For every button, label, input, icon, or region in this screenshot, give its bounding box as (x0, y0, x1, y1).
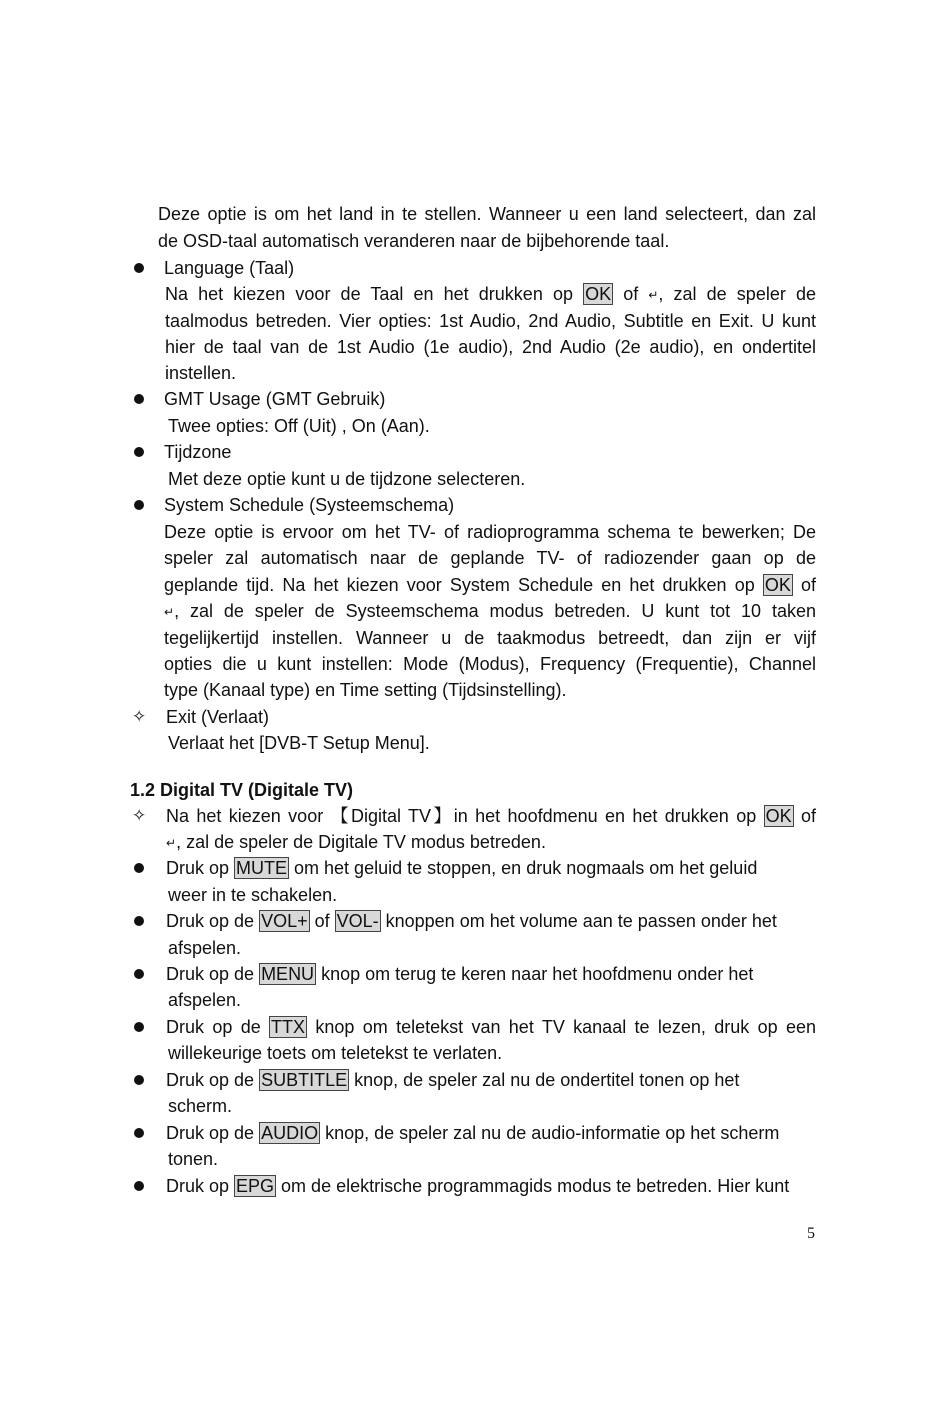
epg-text: Druk op (166, 1176, 235, 1196)
schedule-line-2: speler zal automatisch naar de geplande TV- of radiozender gaan op de (164, 548, 816, 568)
epg-line-1 (166, 1176, 789, 1196)
ok-key-label: OK (765, 806, 792, 826)
ttx-text: Druk op de (166, 1017, 270, 1037)
vol-plus-key-label: VOL+ (261, 911, 308, 931)
epg-key-label: EPG (236, 1176, 275, 1196)
menu-line-1 (166, 964, 753, 984)
audio-text: knop, de speler zal nu de audio-informatie op het scherm (320, 1123, 780, 1143)
bullet-dot (134, 916, 144, 926)
bullet-dot (134, 863, 144, 873)
ttx-line-2: willekeurige toets om teletekst te verlaten. (168, 1043, 503, 1063)
ok-key-label: OK (764, 575, 791, 595)
exit-line-1: Verlaat het [DVB-T Setup Menu]. (168, 733, 430, 753)
digital-tv-text: of (793, 806, 816, 826)
mute-text: Druk op (166, 858, 235, 878)
schedule-title: System Schedule (Systeemschema) (164, 495, 455, 515)
schedule-line-3 (164, 575, 816, 595)
bullet-dot (134, 447, 144, 457)
bullet-dot (134, 1075, 144, 1085)
bullet-dot (134, 1181, 144, 1191)
digital-tv-line-1 (166, 806, 816, 826)
gmt-title: GMT Usage (GMT Gebruik) (164, 389, 386, 409)
mute-line-1 (166, 858, 757, 878)
language-text: , zal de speler de (658, 284, 816, 304)
digital-tv-line-2 (166, 832, 546, 853)
ttx-text: knop om teletekst van het TV kanaal te lezen, druk op een (307, 1017, 816, 1037)
exit-title: Exit (Verlaat) (166, 707, 270, 727)
schedule-text: , zal de speler de Systeemschema modus betreden. U kunt tot 10 taken (174, 601, 816, 621)
audio-line-1 (166, 1123, 779, 1143)
bullet-dot (134, 394, 144, 404)
bullet-dot (134, 969, 144, 979)
bullet-dot (134, 1128, 144, 1138)
menu-text: knop om terug te keren naar het hoofdmenu onder het (316, 964, 754, 984)
mute-key-label: MUTE (236, 858, 288, 878)
audio-text: Druk op de (166, 1123, 260, 1143)
menu-line-2: afspelen. (168, 990, 242, 1010)
menu-text: Druk op de (166, 964, 260, 984)
subtitle-line-1 (166, 1070, 739, 1090)
timezone-line-1: Met deze optie kunt u de tijdzone selecteren. (168, 469, 526, 489)
schedule-text: geplande tijd. Na het kiezen voor System Schedule en het drukken op (164, 575, 763, 595)
star-bullet-icon: ✧ (132, 707, 147, 726)
schedule-line-1: Deze optie is ervoor om het TV- of radioprogramma schema te bewerken; De (164, 522, 816, 542)
schedule-text: of (792, 575, 816, 595)
subtitle-key-label: SUBTITLE (261, 1070, 348, 1090)
bullet-dot (134, 1022, 144, 1032)
audio-key-label: AUDIO (261, 1123, 319, 1143)
volume-text: knoppen om het volume aan te passen onder het (380, 911, 777, 931)
subtitle-text: knop, de speler zal nu de ondertitel tonen op het (349, 1070, 740, 1090)
volume-text: of (309, 911, 335, 931)
subtitle-text: Druk op de (166, 1070, 260, 1090)
mute-text: om het geluid te stoppen, en druk nogmaals om het geluid (289, 858, 758, 878)
star-bullet-icon: ✧ (132, 806, 147, 825)
vol-minus-key-label: VOL- (336, 911, 379, 931)
ok-key-label: OK (585, 284, 612, 304)
volume-line-1 (166, 911, 777, 931)
menu-key-label: MENU (261, 964, 315, 984)
schedule-line-6: opties die u kunt instellen: Mode (Modus), Frequency (Frequentie), Channel (164, 654, 816, 674)
enter-key-icon: ↵ (166, 836, 177, 851)
epg-text: om de elektrische programmagids modus te betreden. Hier kunt (276, 1176, 790, 1196)
ttx-line-1 (166, 1017, 816, 1037)
section-heading: 1.2 Digital TV (Digitale TV) (130, 780, 354, 800)
audio-line-2: tonen. (168, 1149, 219, 1169)
language-line-4: instellen. (165, 363, 237, 383)
language-line-1 (165, 284, 816, 305)
intro-line-2: de OSD-taal automatisch veranderen naar de bijbehorende taal. (158, 231, 670, 251)
intro-line-1: Deze optie is om het land in te stellen. Wanneer u een land selecteert, dan zal (158, 204, 816, 224)
mute-line-2: weer in te schakelen. (168, 885, 338, 905)
enter-key-icon: ↵ (164, 605, 175, 620)
page-number: 5 (807, 1225, 815, 1242)
language-text: of (613, 284, 649, 304)
timezone-title: Tijdzone (164, 442, 232, 462)
gmt-line-1: Twee opties: Off (Uit) , On (Aan). (168, 416, 430, 436)
ttx-key-label: TTX (271, 1017, 306, 1037)
language-line-3: hier de taal van de 1st Audio (1e audio), 2nd Audio (2e audio), en ondertitel (165, 337, 816, 357)
volume-text: Druk op de (166, 911, 260, 931)
language-title: Language (Taal) (164, 258, 295, 278)
bullet-dot (134, 263, 144, 273)
schedule-line-7: type (Kanaal type) en Time setting (Tijdsinstelling). (164, 680, 567, 700)
enter-key-icon: ↵ (648, 288, 659, 303)
bullet-dot (134, 500, 144, 510)
language-text: Na het kiezen voor de Taal en het drukken op (165, 284, 584, 304)
digital-tv-text: , zal de speler de Digitale TV modus betreden. (176, 832, 546, 852)
language-line-2: taalmodus betreden. Vier opties: 1st Audio, 2nd Audio, Subtitle en Exit. U kunt (165, 311, 816, 331)
digital-tv-text: Na het kiezen voor 【Digital TV】in het hoofdmenu en het drukken op (166, 806, 764, 826)
subtitle-line-2: scherm. (168, 1096, 233, 1116)
schedule-line-4 (164, 601, 816, 622)
volume-line-2: afspelen. (168, 938, 242, 958)
schedule-line-5: tegelijkertijd instellen. Wanneer u de taakmodus betreedt, dan zijn er vijf (164, 628, 816, 648)
